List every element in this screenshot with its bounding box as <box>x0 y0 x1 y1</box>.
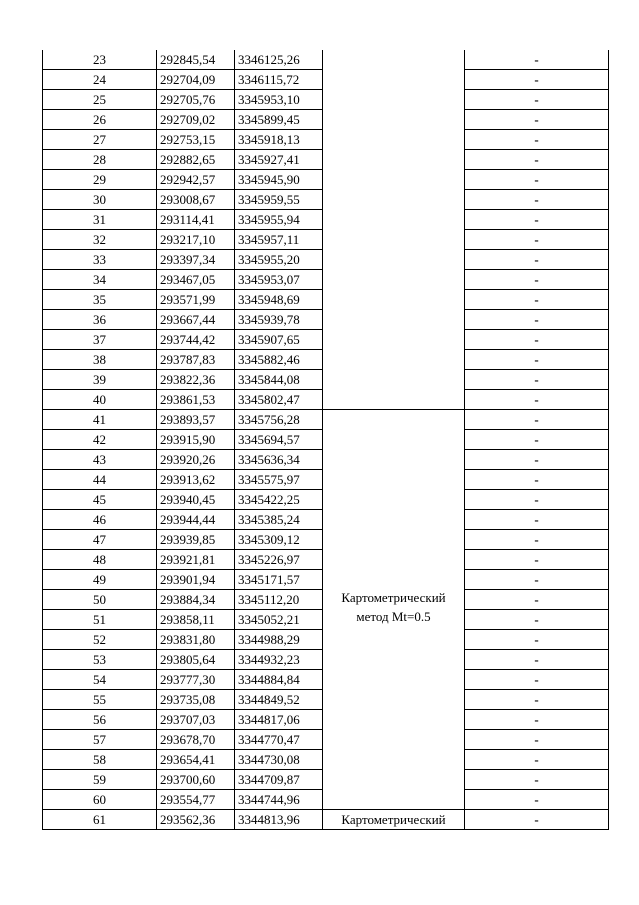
y-coordinate-cell: 3344988,29 <box>235 630 323 650</box>
accuracy-cell: - <box>465 710 609 730</box>
y-coordinate-cell: 3345309,12 <box>235 530 323 550</box>
y-coordinate-cell: 3344932,23 <box>235 650 323 670</box>
y-coordinate-cell: 3344730,08 <box>235 750 323 770</box>
y-coordinate-cell: 3345882,46 <box>235 350 323 370</box>
accuracy-cell: - <box>465 590 609 610</box>
y-coordinate-cell: 3344709,87 <box>235 770 323 790</box>
y-coordinate-cell: 3345918,13 <box>235 130 323 150</box>
x-coordinate-cell: 293822,36 <box>157 370 235 390</box>
y-coordinate-cell: 3345957,11 <box>235 230 323 250</box>
x-coordinate-cell: 293861,53 <box>157 390 235 410</box>
point-number-cell: 44 <box>43 470 157 490</box>
point-number-cell: 37 <box>43 330 157 350</box>
point-number-cell: 52 <box>43 630 157 650</box>
y-coordinate-cell: 3345226,97 <box>235 550 323 570</box>
accuracy-cell: - <box>465 210 609 230</box>
point-number-cell: 56 <box>43 710 157 730</box>
y-coordinate-cell: 3345899,45 <box>235 110 323 130</box>
x-coordinate-cell: 293678,70 <box>157 730 235 750</box>
accuracy-cell: - <box>465 430 609 450</box>
method-label: Картометрический <box>341 812 446 828</box>
point-number-cell: 34 <box>43 270 157 290</box>
accuracy-cell: - <box>465 530 609 550</box>
accuracy-cell: - <box>465 790 609 810</box>
x-coordinate-cell: 293884,34 <box>157 590 235 610</box>
x-coordinate-cell: 293397,34 <box>157 250 235 270</box>
table-row <box>43 810 609 830</box>
method-cell <box>323 50 465 410</box>
x-coordinate-cell: 293901,94 <box>157 570 235 590</box>
point-number-cell: 31 <box>43 210 157 230</box>
point-number-cell: 54 <box>43 670 157 690</box>
coordinates-table-body <box>43 50 609 830</box>
accuracy-cell: - <box>465 670 609 690</box>
x-coordinate-cell: 293893,57 <box>157 410 235 430</box>
x-coordinate-cell: 293939,85 <box>157 530 235 550</box>
y-coordinate-cell: 3345927,41 <box>235 150 323 170</box>
table-row <box>43 50 609 70</box>
x-coordinate-cell: 293858,11 <box>157 610 235 630</box>
y-coordinate-cell: 3345955,94 <box>235 210 323 230</box>
y-coordinate-cell: 3345171,57 <box>235 570 323 590</box>
point-number-cell: 61 <box>43 810 157 830</box>
accuracy-cell: - <box>465 310 609 330</box>
x-coordinate-cell: 293944,44 <box>157 510 235 530</box>
point-number-cell: 33 <box>43 250 157 270</box>
x-coordinate-cell: 292845,54 <box>157 50 235 70</box>
x-coordinate-cell: 293667,44 <box>157 310 235 330</box>
point-number-cell: 46 <box>43 510 157 530</box>
y-coordinate-cell: 3346125,26 <box>235 50 323 70</box>
accuracy-cell: - <box>465 290 609 310</box>
accuracy-cell: - <box>465 570 609 590</box>
accuracy-cell: - <box>465 250 609 270</box>
y-coordinate-cell: 3344849,52 <box>235 690 323 710</box>
accuracy-cell: - <box>465 630 609 650</box>
y-coordinate-cell: 3345575,97 <box>235 470 323 490</box>
x-coordinate-cell: 292704,09 <box>157 70 235 90</box>
x-coordinate-cell: 293571,99 <box>157 290 235 310</box>
point-number-cell: 55 <box>43 690 157 710</box>
x-coordinate-cell: 293467,05 <box>157 270 235 290</box>
point-number-cell: 32 <box>43 230 157 250</box>
point-number-cell: 60 <box>43 790 157 810</box>
x-coordinate-cell: 292882,65 <box>157 150 235 170</box>
accuracy-cell: - <box>465 750 609 770</box>
x-coordinate-cell: 293831,80 <box>157 630 235 650</box>
point-number-cell: 39 <box>43 370 157 390</box>
accuracy-cell: - <box>465 130 609 150</box>
accuracy-cell: - <box>465 410 609 430</box>
accuracy-cell: - <box>465 490 609 510</box>
x-coordinate-cell: 293562,36 <box>157 810 235 830</box>
table-row <box>43 410 609 430</box>
point-number-cell: 53 <box>43 650 157 670</box>
point-number-cell: 24 <box>43 70 157 90</box>
accuracy-cell: - <box>465 110 609 130</box>
accuracy-cell: - <box>465 330 609 350</box>
point-number-cell: 36 <box>43 310 157 330</box>
x-coordinate-cell: 293735,08 <box>157 690 235 710</box>
accuracy-cell: - <box>465 90 609 110</box>
x-coordinate-cell: 293805,64 <box>157 650 235 670</box>
accuracy-cell: - <box>465 550 609 570</box>
y-coordinate-cell: 3345953,10 <box>235 90 323 110</box>
y-coordinate-cell: 3345955,20 <box>235 250 323 270</box>
method-cell <box>323 410 465 810</box>
accuracy-cell: - <box>465 770 609 790</box>
accuracy-cell: - <box>465 690 609 710</box>
y-coordinate-cell: 3345694,57 <box>235 430 323 450</box>
point-number-cell: 28 <box>43 150 157 170</box>
x-coordinate-cell: 293114,41 <box>157 210 235 230</box>
y-coordinate-cell: 3345756,28 <box>235 410 323 430</box>
accuracy-cell: - <box>465 190 609 210</box>
y-coordinate-cell: 3345422,25 <box>235 490 323 510</box>
x-coordinate-cell: 293654,41 <box>157 750 235 770</box>
x-coordinate-cell: 293920,26 <box>157 450 235 470</box>
x-coordinate-cell: 293700,60 <box>157 770 235 790</box>
y-coordinate-cell: 3345953,07 <box>235 270 323 290</box>
method-label: метод Mt=0.5 <box>356 609 431 625</box>
accuracy-cell: - <box>465 810 609 830</box>
y-coordinate-cell: 3344884,84 <box>235 670 323 690</box>
y-coordinate-cell: 3345385,24 <box>235 510 323 530</box>
point-number-cell: 51 <box>43 610 157 630</box>
x-coordinate-cell: 292942,57 <box>157 170 235 190</box>
y-coordinate-cell: 3345959,55 <box>235 190 323 210</box>
point-number-cell: 27 <box>43 130 157 150</box>
point-number-cell: 59 <box>43 770 157 790</box>
point-number-cell: 38 <box>43 350 157 370</box>
accuracy-cell: - <box>465 150 609 170</box>
accuracy-cell: - <box>465 370 609 390</box>
point-number-cell: 25 <box>43 90 157 110</box>
coordinates-table <box>42 50 609 830</box>
accuracy-cell: - <box>465 50 609 70</box>
x-coordinate-cell: 293940,45 <box>157 490 235 510</box>
accuracy-cell: - <box>465 450 609 470</box>
point-number-cell: 47 <box>43 530 157 550</box>
x-coordinate-cell: 293913,62 <box>157 470 235 490</box>
x-coordinate-cell: 293921,81 <box>157 550 235 570</box>
point-number-cell: 30 <box>43 190 157 210</box>
x-coordinate-cell: 292753,15 <box>157 130 235 150</box>
x-coordinate-cell: 293787,83 <box>157 350 235 370</box>
y-coordinate-cell: 3344744,96 <box>235 790 323 810</box>
y-coordinate-cell: 3345052,21 <box>235 610 323 630</box>
accuracy-cell: - <box>465 510 609 530</box>
point-number-cell: 35 <box>43 290 157 310</box>
accuracy-cell: - <box>465 70 609 90</box>
y-coordinate-cell: 3344817,06 <box>235 710 323 730</box>
point-number-cell: 29 <box>43 170 157 190</box>
method-label: Картометрический <box>341 590 446 606</box>
point-number-cell: 58 <box>43 750 157 770</box>
point-number-cell: 26 <box>43 110 157 130</box>
x-coordinate-cell: 293777,30 <box>157 670 235 690</box>
accuracy-cell: - <box>465 470 609 490</box>
x-coordinate-cell: 293217,10 <box>157 230 235 250</box>
y-coordinate-cell: 3345945,90 <box>235 170 323 190</box>
y-coordinate-cell: 3345939,78 <box>235 310 323 330</box>
point-number-cell: 50 <box>43 590 157 610</box>
accuracy-cell: - <box>465 170 609 190</box>
point-number-cell: 41 <box>43 410 157 430</box>
point-number-cell: 40 <box>43 390 157 410</box>
y-coordinate-cell: 3345907,65 <box>235 330 323 350</box>
y-coordinate-cell: 3345948,69 <box>235 290 323 310</box>
accuracy-cell: - <box>465 230 609 250</box>
y-coordinate-cell: 3345112,20 <box>235 590 323 610</box>
x-coordinate-cell: 293915,90 <box>157 430 235 450</box>
y-coordinate-cell: 3345802,47 <box>235 390 323 410</box>
x-coordinate-cell: 293707,03 <box>157 710 235 730</box>
accuracy-cell: - <box>465 270 609 290</box>
y-coordinate-cell: 3346115,72 <box>235 70 323 90</box>
accuracy-cell: - <box>465 650 609 670</box>
point-number-cell: 57 <box>43 730 157 750</box>
point-number-cell: 23 <box>43 50 157 70</box>
x-coordinate-cell: 293008,67 <box>157 190 235 210</box>
point-number-cell: 43 <box>43 450 157 470</box>
x-coordinate-cell: 292705,76 <box>157 90 235 110</box>
y-coordinate-cell: 3344770,47 <box>235 730 323 750</box>
x-coordinate-cell: 292709,02 <box>157 110 235 130</box>
y-coordinate-cell: 3345844,08 <box>235 370 323 390</box>
method-cell <box>323 810 465 830</box>
accuracy-cell: - <box>465 390 609 410</box>
point-number-cell: 48 <box>43 550 157 570</box>
accuracy-cell: - <box>465 350 609 370</box>
point-number-cell: 42 <box>43 430 157 450</box>
point-number-cell: 49 <box>43 570 157 590</box>
point-number-cell: 45 <box>43 490 157 510</box>
y-coordinate-cell: 3345636,34 <box>235 450 323 470</box>
accuracy-cell: - <box>465 610 609 630</box>
x-coordinate-cell: 293744,42 <box>157 330 235 350</box>
accuracy-cell: - <box>465 730 609 750</box>
x-coordinate-cell: 293554,77 <box>157 790 235 810</box>
y-coordinate-cell: 3344813,96 <box>235 810 323 830</box>
